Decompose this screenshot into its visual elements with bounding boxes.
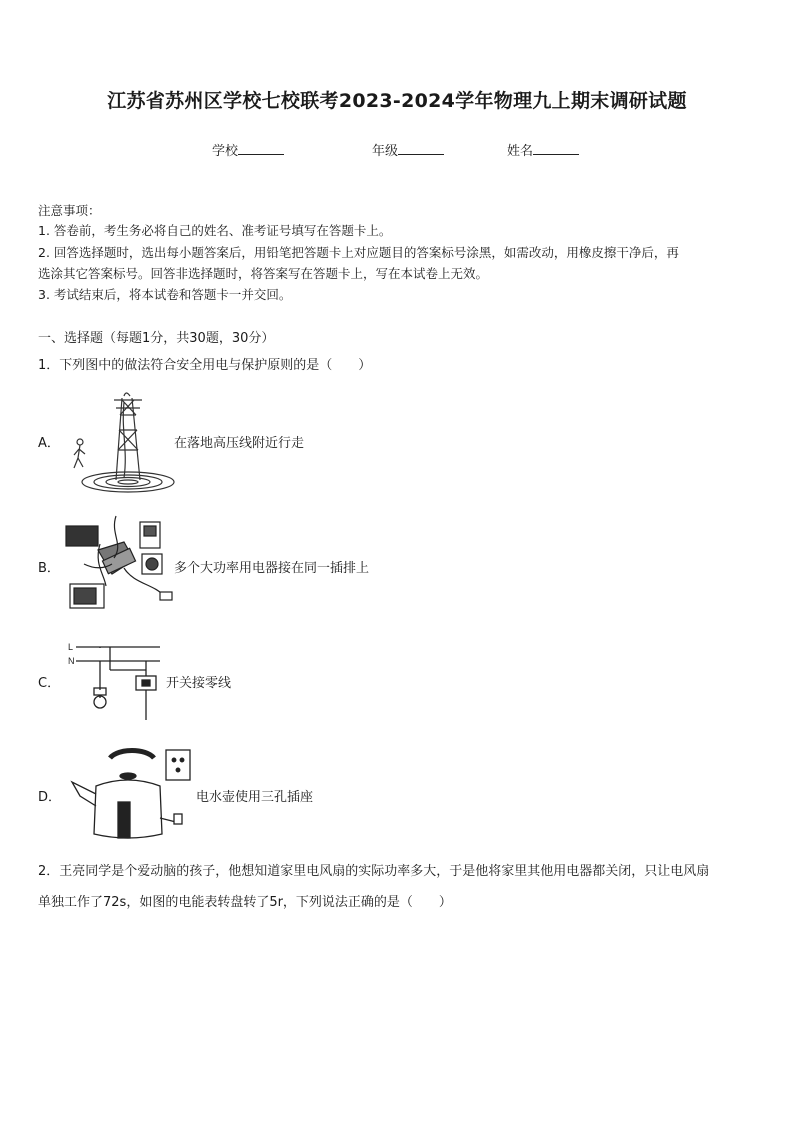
school-blank[interactable] [238, 140, 284, 155]
question-2-line: 2．王亮同学是个爱动脑的孩子，他想知道家里电风扇的实际功率多大，于是他将家里其他用电器都关闭，只让电风扇 [38, 864, 710, 879]
option-c-text: 开关接零线 [166, 676, 232, 691]
notes-item: 1. 答卷前，考生务必将自己的姓名、准考证号填写在答题卡上。 [38, 223, 392, 238]
appliances-power-strip-icon [64, 514, 176, 614]
high-voltage-tower-icon [66, 390, 176, 496]
option-d-text: 电水壶使用三孔插座 [196, 790, 314, 805]
school-label: 学校 [212, 144, 239, 159]
grade-label: 年级 [372, 144, 399, 159]
option-c-letter: C． [38, 676, 61, 691]
svg-text:N: N [68, 656, 75, 666]
notes-item: 选涂其它答案标号。回答非选择题时，将答案写在答题卡上，写在本试卷上无效。 [38, 266, 489, 281]
name-label: 姓名 [507, 144, 534, 159]
school-field[interactable] [212, 140, 284, 159]
notes-item: 3. 考试结束后，将本试卷和答题卡一并交回。 [38, 287, 292, 302]
circuit-switch-icon [64, 640, 164, 722]
notes-item: 2. 回答选择题时，选出每小题答案后，用铅笔把答题卡上对应题目的答案标号涂黑，如需改动，用橡皮擦干净后，再 [38, 245, 679, 260]
svg-text:L: L [68, 642, 74, 652]
question-1-stem: 1．下列图中的做法符合安全用电与保护原则的是（ ） [38, 358, 372, 373]
question-2-line: 单独工作了72s，如图的电能表转盘转了5r，下列说法正确的是（ ） [38, 895, 452, 910]
section-heading: 一、选择题（每题1分，共30题，30分） [38, 331, 275, 346]
option-b-letter: B． [38, 561, 60, 576]
name-blank[interactable] [533, 140, 579, 155]
question-2-stem [38, 856, 760, 918]
grade-field[interactable] [372, 140, 444, 159]
page-title: 江苏省苏州区学校七校联考2023-2024学年物理九上期末调研试题 [107, 90, 687, 112]
option-a-text: 在落地高压线附近行走 [174, 436, 305, 451]
option-d-letter: D． [38, 790, 62, 805]
name-field[interactable] [507, 140, 579, 159]
option-a-letter: A． [38, 436, 60, 451]
grade-blank[interactable] [398, 140, 444, 155]
option-b-text: 多个大功率用电器接在同一插排上 [174, 561, 370, 576]
electric-kettle-icon [66, 746, 194, 844]
notes-heading: 注意事项： [38, 203, 101, 218]
